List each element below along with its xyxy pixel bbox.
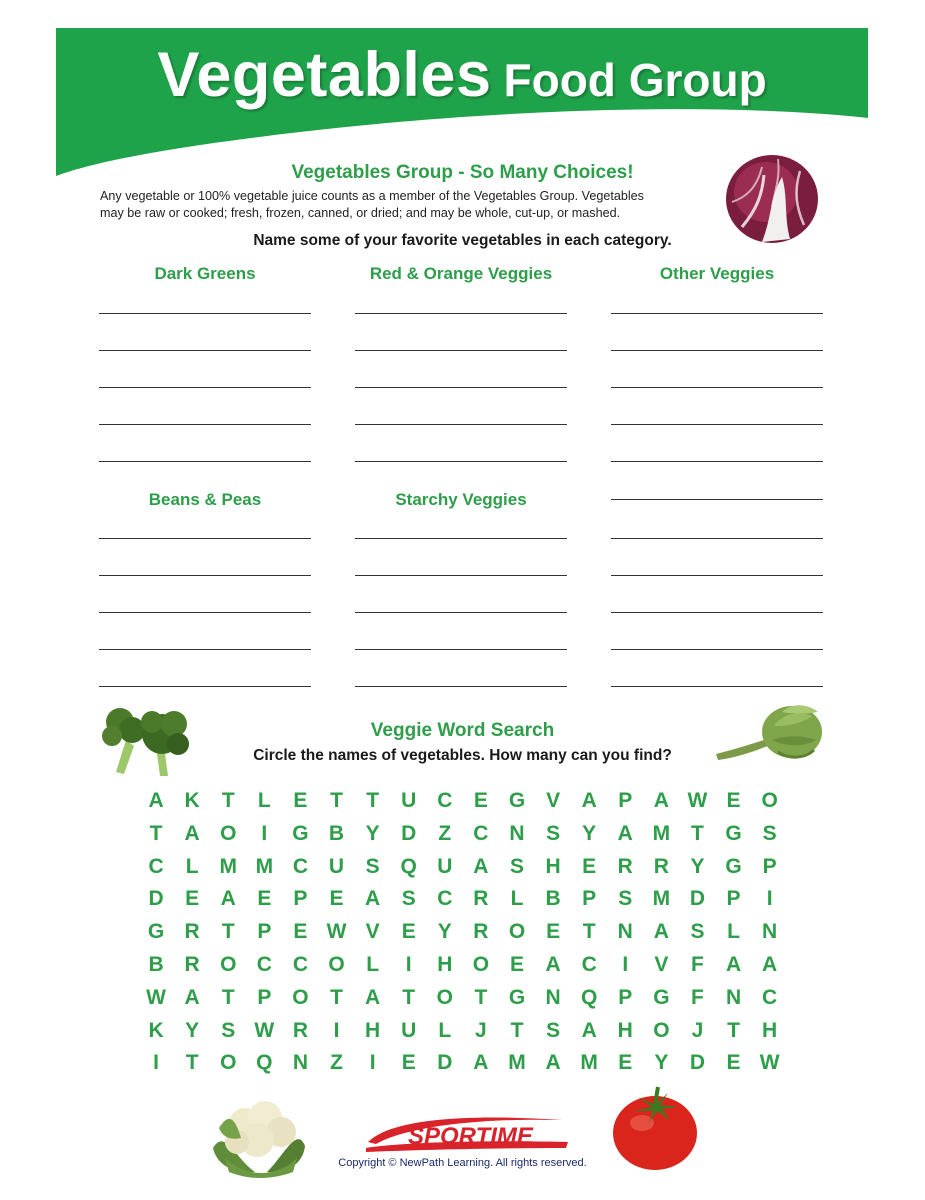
writing-line[interactable] — [611, 499, 823, 500]
word-search-letter[interactable]: N — [509, 821, 525, 845]
word-search-letter[interactable]: I — [766, 887, 773, 911]
word-search-letter[interactable]: T — [221, 789, 235, 812]
word-search-letter[interactable]: T — [510, 1018, 524, 1042]
writing-line[interactable] — [611, 612, 823, 613]
word-search-letter[interactable]: T — [330, 985, 343, 1009]
word-search-letter[interactable]: N — [545, 985, 561, 1009]
writing-line[interactable] — [99, 575, 311, 576]
word-search-letter[interactable]: O — [220, 952, 237, 976]
word-search-letter[interactable]: I — [622, 952, 629, 976]
word-search-letter[interactable]: L — [366, 952, 380, 976]
word-search-letter[interactable]: R — [653, 854, 669, 878]
word-search-letter[interactable]: N — [617, 920, 633, 944]
writing-line[interactable] — [355, 575, 567, 576]
word-search-letter[interactable]: T — [727, 1018, 740, 1042]
word-search-letter[interactable]: T — [474, 985, 488, 1009]
word-search-letter[interactable]: R — [184, 952, 200, 976]
writing-line[interactable] — [99, 612, 311, 613]
writing-line[interactable] — [99, 649, 311, 650]
category-heading-starchy: Starchy Veggies — [395, 490, 527, 509]
copyright-text: Copyright © NewPath Learning. All rights reserved. — [338, 1157, 587, 1169]
word-search-letter[interactable]: C — [437, 887, 453, 911]
writing-line[interactable] — [611, 686, 823, 687]
word-search-letter[interactable]: R — [184, 920, 200, 944]
word-search-letter[interactable]: D — [148, 887, 164, 911]
word-search-letter[interactable]: E — [473, 789, 488, 812]
word-search-letter[interactable]: Q — [400, 854, 417, 878]
word-search-letter[interactable]: R — [473, 920, 489, 944]
writing-line[interactable] — [355, 538, 567, 539]
writing-line[interactable] — [99, 424, 311, 425]
word-search-letter[interactable]: G — [725, 821, 742, 845]
word-search-letter[interactable]: O — [472, 952, 490, 976]
word-search-letter[interactable]: C — [762, 985, 778, 1009]
writing-line[interactable] — [611, 313, 823, 314]
word-search-letter[interactable]: P — [726, 887, 741, 911]
writing-line[interactable] — [355, 387, 567, 388]
word-search-letter[interactable]: Y — [654, 1051, 669, 1075]
word-search-letter[interactable]: G — [653, 985, 670, 1009]
word-search-letter[interactable]: P — [618, 789, 633, 812]
word-search-letter[interactable]: L — [185, 854, 199, 878]
word-search-letter[interactable]: H — [617, 1018, 633, 1042]
word-search-letter[interactable]: G — [725, 854, 742, 878]
category-heading-beans-peas: Beans & Peas — [148, 490, 262, 509]
word-search-letter[interactable]: A — [148, 789, 164, 812]
cauliflower-image — [205, 1088, 315, 1178]
word-search-letter[interactable]: A — [581, 789, 597, 812]
word-search-row — [138, 785, 788, 818]
word-search-letter[interactable]: O — [508, 920, 526, 944]
writing-line[interactable] — [611, 538, 823, 539]
writing-line[interactable] — [99, 387, 311, 388]
category-heading-other: Other Veggies — [659, 264, 775, 283]
word-search-letter[interactable]: A — [545, 952, 561, 976]
word-search-letter[interactable]: M — [652, 887, 671, 911]
word-search-letter[interactable]: C — [292, 952, 308, 976]
writing-line[interactable] — [355, 313, 567, 314]
word-search-letter[interactable]: M — [219, 854, 237, 878]
word-search-letter[interactable]: G — [292, 821, 309, 845]
word-search-letter[interactable]: N — [292, 1051, 308, 1075]
word-search-letter[interactable]: H — [437, 952, 453, 976]
word-search-letter[interactable]: I — [153, 1051, 159, 1075]
word-search-letter[interactable]: U — [401, 1018, 417, 1042]
word-search-letter[interactable]: S — [546, 821, 561, 845]
word-search-letter[interactable]: V — [654, 952, 669, 976]
writing-line[interactable] — [355, 649, 567, 650]
word-search-letter[interactable]: S — [618, 887, 633, 911]
word-search-letter[interactable]: D — [689, 887, 706, 911]
writing-line[interactable] — [99, 538, 311, 539]
word-search-letter[interactable]: H — [365, 1018, 381, 1042]
word-search-letter[interactable]: E — [257, 887, 272, 911]
intro-text-line: Any vegetable or 100% vegetable juice counts as a member of the Vegetables Group. Vegetables — [100, 189, 644, 203]
word-search-letter[interactable]: I — [369, 1051, 376, 1075]
writing-line[interactable] — [99, 313, 311, 314]
word-search-letter[interactable]: F — [691, 952, 704, 976]
word-search-letter[interactable]: Z — [330, 1051, 343, 1075]
word-search-letter[interactable]: T — [149, 821, 163, 845]
word-search-letter[interactable]: Y — [437, 920, 452, 944]
word-search-letter[interactable]: C — [256, 952, 272, 976]
word-search-letter[interactable]: S — [509, 854, 524, 878]
word-search-letter[interactable]: M — [580, 1051, 598, 1075]
word-search-letter[interactable]: U — [437, 854, 453, 878]
word-search-letter[interactable]: U — [401, 789, 417, 812]
word-search-letter[interactable]: A — [617, 821, 633, 845]
category-heading-dark-greens: Dark Greens — [154, 264, 256, 283]
category-instruction: Name some of your favorite vegetables in each category. — [253, 232, 672, 249]
word-search-letter[interactable]: W — [759, 1051, 780, 1075]
word-search-letter[interactable]: O — [328, 952, 345, 976]
word-search-letter[interactable]: B — [148, 952, 164, 976]
word-search-letter[interactable]: E — [546, 920, 561, 944]
word-search-letter[interactable]: T — [366, 789, 380, 812]
word-search-letter[interactable]: I — [405, 952, 412, 976]
word-search-letter[interactable]: M — [255, 854, 274, 878]
word-search-letter[interactable]: S — [221, 1018, 236, 1042]
word-search-instruction: Circle the names of vegetables. How many can you find? — [253, 747, 672, 764]
page-title — [56, 30, 868, 120]
word-search-letter[interactable]: S — [546, 1018, 561, 1042]
word-search-letter[interactable]: V — [365, 920, 380, 944]
word-search-letter[interactable]: K — [184, 789, 200, 812]
word-search-row — [138, 883, 788, 916]
word-search-letter[interactable]: S — [690, 920, 705, 944]
word-search-grid[interactable] — [138, 785, 788, 1080]
word-search-row — [138, 949, 788, 982]
word-search-letter[interactable]: O — [436, 985, 453, 1009]
word-search-letter[interactable]: W — [146, 985, 166, 1009]
word-search-letter[interactable]: M — [508, 1051, 526, 1075]
word-search-letter[interactable]: N — [762, 920, 778, 944]
word-search-letter[interactable]: Y — [690, 854, 705, 878]
word-search-letter[interactable]: T — [691, 821, 704, 845]
word-search-letter[interactable]: W — [326, 920, 347, 944]
word-search-letter[interactable]: W — [687, 789, 708, 812]
intro-text — [100, 188, 720, 222]
word-search-letter[interactable]: E — [329, 887, 344, 911]
word-search-letter[interactable]: E — [618, 1051, 633, 1075]
word-search-letter[interactable]: A — [184, 985, 200, 1009]
title-main: Vegetables — [157, 40, 492, 110]
word-search-letter[interactable]: C — [437, 789, 453, 812]
word-search-letter[interactable]: A — [762, 952, 778, 976]
writing-line[interactable] — [611, 575, 823, 576]
word-search-letter[interactable]: D — [689, 1051, 706, 1075]
word-search-letter[interactable]: P — [618, 985, 633, 1009]
sportime-logo — [362, 1112, 572, 1154]
word-search-letter[interactable]: T — [330, 789, 343, 812]
writing-line[interactable] — [611, 461, 823, 462]
word-search-letter[interactable]: G — [147, 920, 165, 944]
word-search-letter[interactable]: E — [582, 854, 597, 878]
word-search-letter[interactable]: A — [545, 1051, 561, 1075]
writing-line[interactable] — [355, 461, 567, 462]
word-search-row — [138, 982, 788, 1015]
word-search-letter[interactable]: J — [691, 1018, 704, 1042]
word-search-letter[interactable]: E — [293, 920, 308, 944]
word-search-letter[interactable]: O — [220, 821, 237, 845]
title-sub: Food Group — [503, 54, 767, 106]
word-search-letter[interactable]: G — [508, 789, 526, 812]
word-search-letter[interactable]: K — [148, 1018, 164, 1042]
word-search-letter[interactable]: S — [401, 887, 416, 911]
word-search-letter[interactable]: V — [546, 789, 561, 812]
word-search-letter[interactable]: I — [261, 821, 268, 845]
writing-line[interactable] — [99, 350, 311, 351]
word-search-letter[interactable]: C — [292, 854, 308, 878]
word-search-letter[interactable]: A — [581, 1018, 597, 1042]
word-search-letter[interactable]: O — [220, 1051, 237, 1075]
word-search-heading: Veggie Word Search — [370, 720, 555, 741]
word-search-row — [138, 916, 788, 949]
word-search-letter[interactable]: A — [365, 985, 381, 1009]
word-search-letter[interactable]: S — [365, 854, 380, 878]
word-search-letter[interactable]: A — [365, 887, 381, 911]
word-search-letter[interactable]: L — [257, 789, 271, 812]
word-search-letter[interactable]: P — [257, 985, 272, 1009]
word-search-letter[interactable]: L — [510, 887, 524, 911]
word-search-letter[interactable]: D — [401, 821, 417, 845]
word-search-letter[interactable]: C — [581, 952, 597, 976]
word-search-letter[interactable]: H — [762, 1018, 778, 1042]
word-search-row — [138, 1047, 788, 1080]
word-search-letter[interactable]: O — [292, 985, 309, 1009]
word-search-letter[interactable]: A — [473, 1051, 489, 1075]
word-search-letter[interactable]: R — [473, 887, 489, 911]
word-search-letter[interactable]: P — [762, 854, 777, 878]
word-search-letter[interactable]: E — [726, 789, 741, 812]
word-search-letter[interactable]: A — [653, 789, 669, 812]
word-search-letter[interactable]: S — [762, 821, 777, 845]
intro-text-line: may be raw or cooked; fresh, frozen, canned, or dried; and may be whole, cut-up, or mashed. — [100, 206, 621, 220]
word-search-letter[interactable]: E — [509, 952, 524, 976]
word-search-letter[interactable]: E — [401, 1051, 416, 1075]
word-search-letter[interactable]: Y — [365, 821, 380, 845]
word-search-letter[interactable]: T — [221, 985, 235, 1009]
word-search-letter[interactable]: E — [401, 920, 416, 944]
word-search-letter[interactable]: J — [475, 1018, 487, 1042]
word-search-letter[interactable]: M — [652, 821, 671, 845]
word-search-letter[interactable]: R — [617, 854, 633, 878]
word-search-letter[interactable]: B — [545, 887, 561, 911]
word-search-letter[interactable]: A — [220, 887, 236, 911]
word-search-letter[interactable]: U — [328, 854, 345, 878]
word-search-letter[interactable]: E — [726, 1051, 741, 1075]
word-search-letter[interactable]: L — [727, 920, 740, 944]
word-search-letter[interactable]: N — [725, 985, 742, 1009]
logo-text: SPORTIME — [408, 1123, 533, 1150]
word-search-row — [138, 818, 788, 851]
word-search-letter[interactable]: G — [508, 985, 526, 1009]
word-search-letter[interactable]: F — [691, 985, 704, 1009]
word-search-letter[interactable]: R — [292, 1018, 308, 1042]
word-search-letter[interactable]: T — [185, 1051, 199, 1075]
writing-line[interactable] — [611, 424, 823, 425]
word-search-letter[interactable]: Q — [256, 1051, 273, 1075]
word-search-letter[interactable]: A — [184, 821, 200, 845]
word-search-letter[interactable]: B — [328, 821, 345, 845]
writing-line[interactable] — [611, 350, 823, 351]
word-search-letter[interactable]: T — [221, 920, 235, 944]
writing-line[interactable] — [99, 686, 311, 687]
writing-line[interactable] — [355, 424, 567, 425]
word-search-letter[interactable]: T — [582, 920, 596, 944]
word-search-letter[interactable]: O — [653, 1018, 670, 1042]
word-search-letter[interactable]: A — [725, 952, 742, 976]
writing-line[interactable] — [611, 649, 823, 650]
word-search-letter[interactable]: I — [333, 1018, 340, 1042]
word-search-letter[interactable]: O — [761, 789, 778, 812]
word-search-letter[interactable]: Z — [438, 821, 452, 845]
tomato-image — [608, 1083, 703, 1173]
word-search-letter[interactable]: P — [257, 920, 272, 944]
word-search-letter[interactable]: Y — [582, 821, 597, 845]
word-search-letter[interactable]: C — [148, 854, 164, 878]
writing-line[interactable] — [355, 350, 567, 351]
word-search-letter[interactable]: W — [254, 1018, 275, 1042]
writing-line[interactable] — [99, 461, 311, 462]
word-search-letter[interactable]: E — [293, 789, 308, 812]
word-search-letter[interactable]: T — [402, 985, 416, 1009]
intro-heading: Vegetables Group - So Many Choices! — [291, 162, 634, 183]
word-search-letter[interactable]: P — [293, 887, 308, 911]
writing-line[interactable] — [355, 612, 567, 613]
word-search-letter[interactable]: Y — [185, 1018, 200, 1042]
word-search-row — [138, 1015, 788, 1048]
word-search-letter[interactable]: A — [653, 920, 669, 944]
word-search-letter[interactable]: E — [185, 887, 200, 911]
word-search-row — [138, 851, 788, 884]
writing-line[interactable] — [611, 387, 823, 388]
category-heading-red-orange: Red & Orange Veggies — [369, 264, 553, 283]
writing-line[interactable] — [355, 686, 567, 687]
word-search-letter[interactable]: C — [473, 821, 489, 845]
word-search-letter[interactable]: Q — [581, 985, 598, 1009]
word-search-letter[interactable]: H — [545, 854, 561, 878]
word-search-letter[interactable]: D — [437, 1051, 453, 1075]
word-search-letter[interactable]: P — [582, 887, 597, 911]
word-search-letter[interactable]: L — [438, 1018, 452, 1042]
word-search-letter[interactable]: A — [473, 854, 489, 878]
